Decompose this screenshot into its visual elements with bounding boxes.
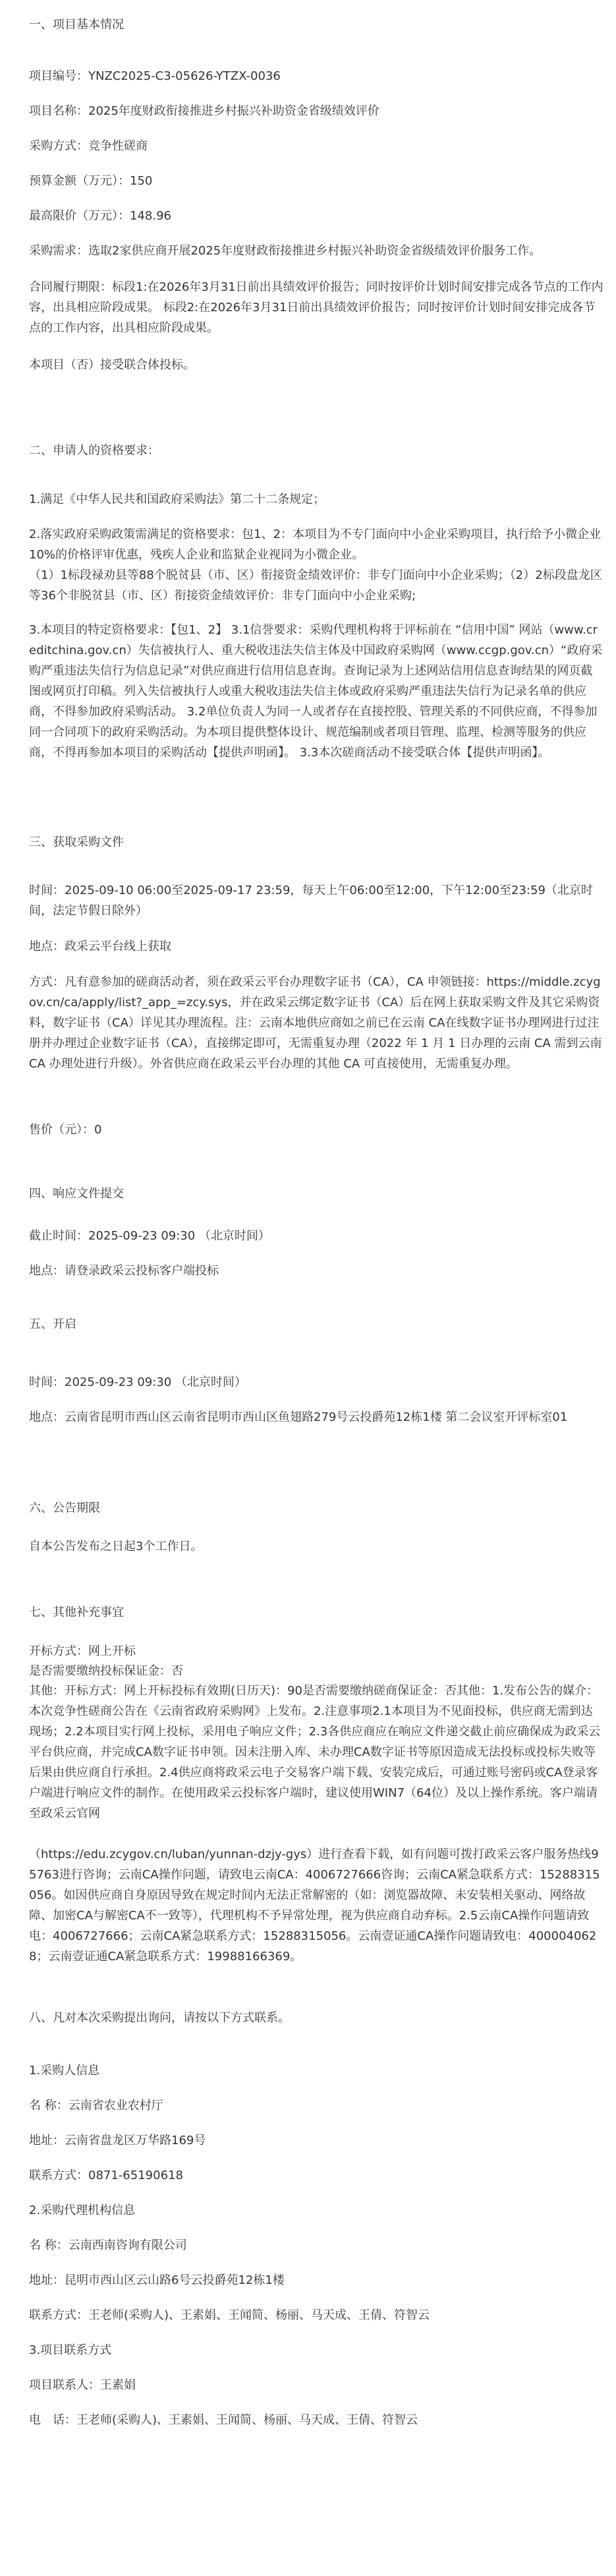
notice-period-text: 自本公告发布之日起3个工作日。 [29,1540,203,1553]
purchaser-name: 名 称：云南省农业农村厅 [29,2099,163,2112]
agency-name: 名 称：云南西南咨询有限公司 [29,2238,187,2252]
budget-amount: 预算金额（万元）：150 [29,174,153,188]
section-title-contacts: 八、凡对本次采购提出询问，请按以下方式联系。 [29,2011,290,2025]
project-contact-person: 项目联系人：王素娟 [29,2378,136,2392]
project-number: 项目编号：YNZC2025-C3-05626-YTZX-0036 [29,69,281,83]
section-title-other: 七、其他补充事宜 [29,1605,124,1619]
qualification-3: 3.本项目的特定资格要求：【包1、2】 3.1信誉要求：采购代理机构将于评标前在 “信用中国” 网站（www.creditchina.gov.cn）失信被执行人、重大税收违法失信主体及中国政府采购网（www.ccgp.gov.cn）“政府采购严重违法失信行为信息记录”对供应商进行信用信息查询。查询记录为上述网站信用信息查询结果的网页截图或网页打印稿。列入失信被执行人或重大税收违法失信主体或政府采购严重违法失信行为记录名单的供应商，不得参加政府采购活动。 3.2单位负责人为同一人或者存在直接控股、管理关系的不同供应商，不得参加同一合同项下的政府采购活动。为本项目提供整体设计、规范编制或者项目管理、监理、检测等服务的供应商，不得再参加本项目的采购活动【提供声明函】。 3.3本次磋商活动不接受联合体【提供声明函】。 [29,623,603,760]
project-contact-heading: 3.项目联系方式 [29,2343,112,2357]
section-title-submission: 四、响应文件提交 [29,1187,124,1201]
submission-deadline: 截止时间：2025-09-23 09:30 （北京时间） [29,1229,270,1243]
max-price: 最高限价（万元）：148.96 [29,209,171,223]
qualification-1: 1.满足《中华人民共和国政府采购法》第二十二条规定； [29,493,325,506]
project-name: 项目名称：2025年度财政衔接推进乡村振兴补助资金省级绩效评价 [29,104,379,118]
qualification-2: 2.落实政府采购政策需满足的资格要求：包1、2：本项目为不专门面向中小企业采购项目，执行给予小微企业10%的价格评审优惠，残疾人企业和监狱企业视同为小微企业。 [29,527,602,562]
opening-method: 开标方式：网上开标 [29,1644,136,1658]
doc-price: 售价（元）：0 [29,1123,102,1137]
other-notes: 其他：开标方式：网上开标投标有效期(日历天)：90是否需要缴纳磋商保证金：否其他：1.发布公告的媒介：本次竞争性磋商公告在《云南省政府采购网》上发布。2.注意事项2.1本项目为不见面投标，供应商无需到达现场；2.2本项目实行网上投标，采用电子响应文件；2.3各供应商应在响应文件递交截止前应确保成为政采云平台供应商，并完成CA数字证书申领。因未注册入库、未办理CA数字证书等原因造成无法投标或投标失败等后果由供应商自行承担。2.4供应商将政采云电子交易客户端下载、安装完成后，可通过账号密码或CA登录客户端进行响应文件的制作。在使用政采云投标客户端时，建议使用WIN7（64位）及以上操作系统。客户端请至政采云官网 [29,1684,601,1820]
submission-place: 地点：请登录政采云投标客户端投标 [29,1264,219,1278]
section-title-notice-period: 六、公告期限 [29,1501,100,1515]
contract-period: 合同履行期限：标段1:在2026年3月31日前出具绩效评价报告；同时按评价计划时间安排完成各节点的工作内容，出具相应阶段成果。 标段2:在2026年3月31日前出具绩效评价报告；同时按评价计划时间安排完成各节点的工作内容，出具相应阶段成果。 [29,280,603,335]
opening-time: 时间：2025-09-23 09:30 （北京时间） [29,1375,246,1389]
agency-heading: 2.采购代理机构信息 [29,2203,136,2217]
purchaser-phone: 联系方式：0871-65190618 [29,2169,183,2182]
project-contact-phone: 电 话：王老师(采购人)、王素娟、王闻简、杨丽、马天成、王倩、符智云 [29,2413,418,2427]
deposit-required: 是否需要缴纳投标保证金：否 [29,1664,183,1678]
consortium-note: 本项目（否）接受联合体投标。 [29,358,195,372]
other-notes-continued: （https://edu.zcygov.cn/luban/yunnan-dzjy-gys）进行查看下载，如有问题可拨打政采云客户服务热线95763进行咨询；云南CA操作问题，请致电云南CA：4006727666咨询；云南CA紧急联系方式：15288315056。如因供应商自身原因导致在规定时间内无法正常解密的（如：浏览器故障、未安装相关驱动、网络故障、加密CA与解密CA不一致等），代理机构不予异常处理，视为供应商自动弃标。2.5云南CA操作问题请致电：4006727666；云南CA紧急联系方式：15288315056。云南壹证通CA操作问题请致电：4000040628；云南壹证通CA紧急联系方式：19988166369。 [29,1847,600,1963]
agency-contacts: 联系方式：王老师(采购人)、王素娟、王闻简、杨丽、马天成、王倩、符智云 [29,2308,430,2322]
agency-address: 地址：昆明市西山区云山路6号云投爵苑12栋1楼 [29,2273,285,2287]
obtain-place: 地点：政采云平台线上获取 [29,940,171,953]
qualification-2-detail: （1）1标段禄劝县等88个脱贫县（市、区）衔接资金绩效评价：非专门面向中小企业采购；（2）2标段盘龙区等36个非脱贫县（市、区）衔接资金绩效评价：非专门面向中小企业采购; [29,568,602,603]
purchaser-heading: 1.采购人信息 [29,2064,100,2078]
section-title-obtain-docs: 三、获取采购文件 [29,835,124,849]
obtain-time: 时间：2025-09-10 06:00至2025-09-17 23:59，每天上午06:00至12:00，下午12:00至23:59（北京时间，法定节假日除外） [29,884,593,918]
obtain-way: 方式：凡有意参加的磋商活动者，须在政采云平台办理数字证书（CA），CA 申领链接：https://middle.zcygov.cn/ca/apply/list?_app_=zcy.sys，并在政采云绑定数字证书（CA）后在网上获取采购文件及其它采购资料，数字证书（CA）详见其办理流程。注：云南本地供应商如之前已在云南 CA在线数字证书办理网进行过注册并办理过企业数字证书（CA），直接绑定即可，无需重复办理（2022 年 1 月 1 日办理的云南 CA 需到云南 CA 办理处进行升级）。外省供应商在政采云平台办理的其他 CA 可直接使用，无需重复办理。 [29,975,602,1071]
section-title-basic-info: 一、项目基本情况 [29,18,124,32]
section-title-opening: 五、开启 [29,1317,76,1331]
procurement-demand: 采购需求：选取2家供应商开展2025年度财政衔接推进乡村振兴补助资金省级绩效评价服务工作。 [29,244,542,258]
procurement-method: 采购方式：竞争性磋商 [29,139,148,153]
section-title-qualifications: 二、申请人的资格要求： [29,444,159,458]
purchaser-address: 地址：云南省盘龙区万华路169号 [29,2134,206,2147]
opening-place: 地点：云南省昆明市西山区云南省昆明市西山区鱼翅路279号云投爵苑12栋1楼 第二会议室开评标室01 [29,1410,568,1424]
